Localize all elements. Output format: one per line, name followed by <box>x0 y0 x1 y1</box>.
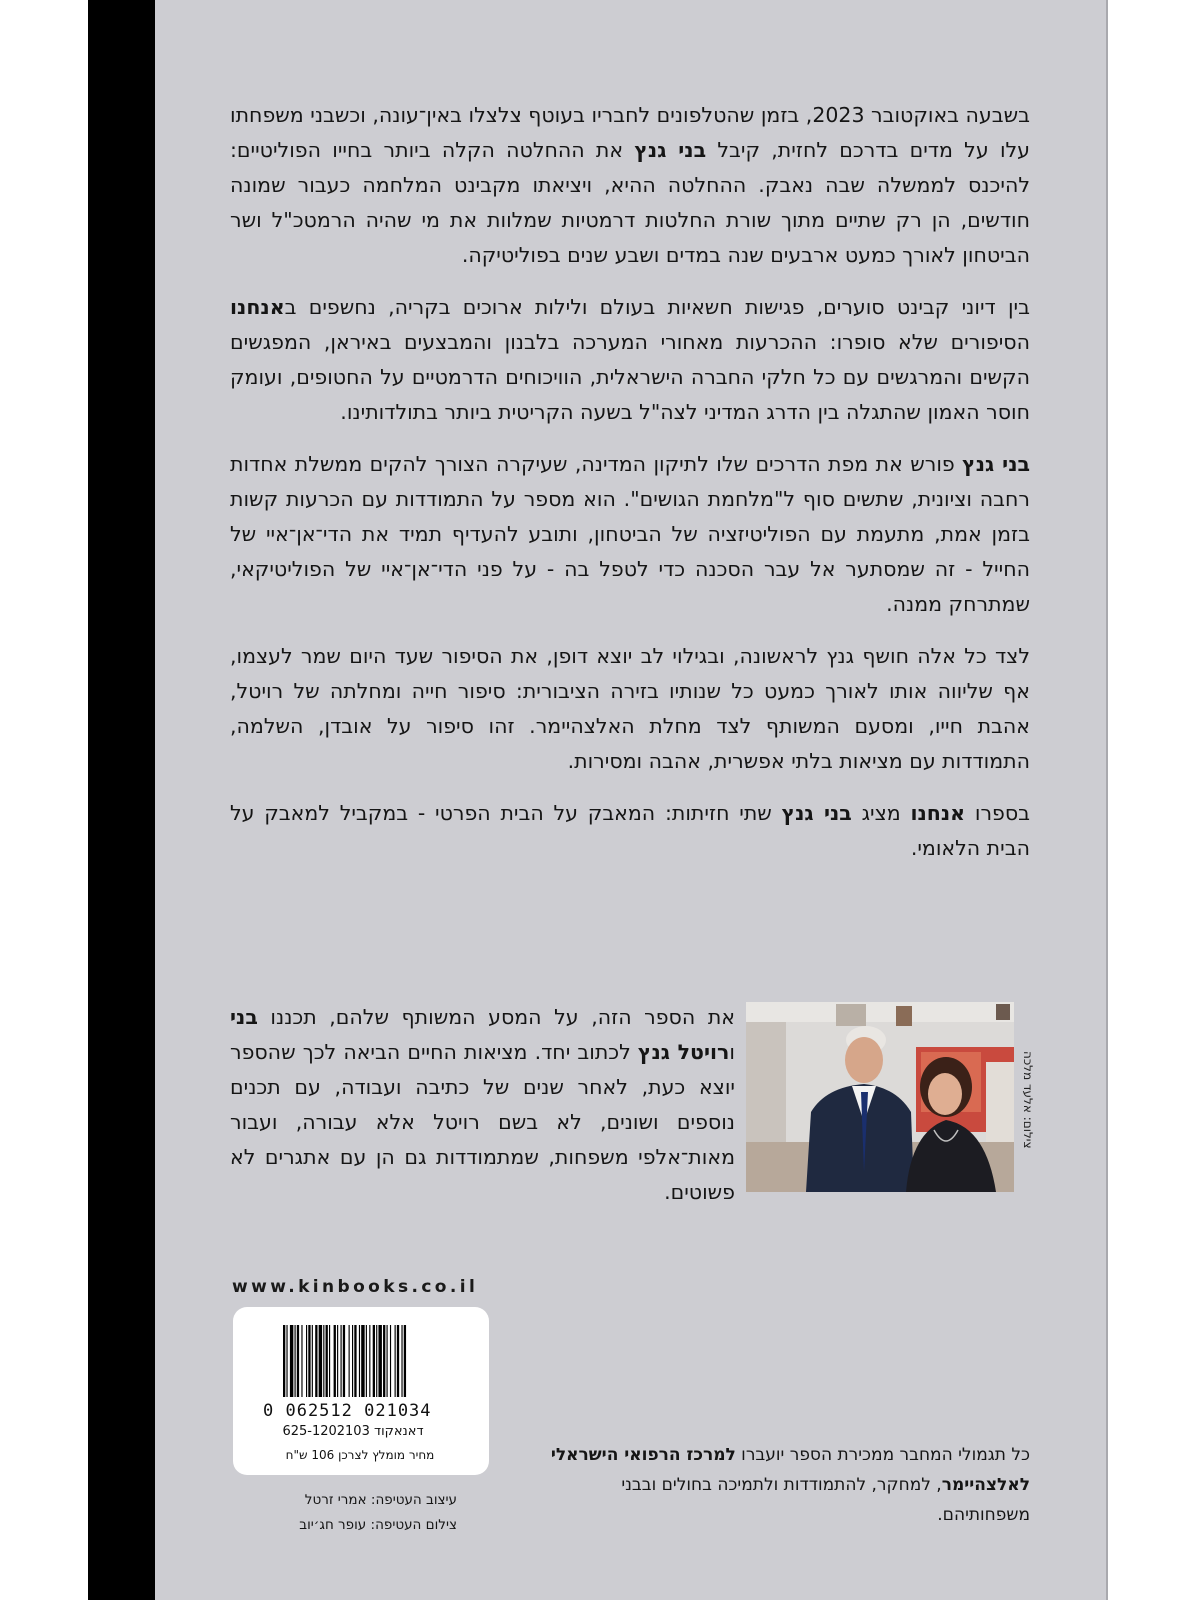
bold-text-run: בני גנץ <box>634 138 707 162</box>
bold-text-run: למרכז הרפואי הישראלי לאלצהיימר <box>550 1445 1030 1495</box>
text-run: ו <box>729 1040 735 1064</box>
text-run: , למחקר, להתמודדות ולתמיכה בחולים ובבני משפחותיהם. <box>621 1475 1030 1525</box>
bold-text-run: רויטל גנץ <box>637 1040 730 1064</box>
danacode: דאנאקוד 625-1202103 <box>282 1424 424 1439</box>
text-run: לכתוב יחד. מציאות החיים הביאה לכך שהספר יוצא כעת, לאחר שנים של כתיבה ועבודה, עם תכנים נוספים ושונים, לא בשם רויטל אלא עבורה, ועבור מאות־אלפי משפחות, שמתמודדות גם הן עם אתגרים לא פשוטים. <box>230 1040 735 1204</box>
bold-text-run: אנחנו <box>910 801 966 825</box>
bold-text-run: בני <box>230 1005 258 1029</box>
blurb-paragraph-3 <box>230 447 1030 622</box>
text-run: כל תגמולי המחבר ממכירת הספר יועברו <box>735 1445 1030 1465</box>
blurb-paragraph-2 <box>230 290 1030 430</box>
book-spine <box>88 0 155 1600</box>
proceeds-note <box>530 1440 1030 1530</box>
blurb-paragraph-4 <box>230 639 1030 779</box>
text-run: בשבעה באוקטובר 2023, בזמן שהטלפונים לחבריו בעוטף צלצלו באין־עונה, וכשבני משפחתו עלו על מדים בדרכם לחזית, קיבל <box>230 103 1031 162</box>
couple-photo-illustration <box>746 1002 1014 1192</box>
bold-text-run: אנחנו <box>230 295 285 319</box>
recommended-price: מחיר מומלץ לצרכן 106 ש"ח <box>285 1448 435 1462</box>
text-run: הסיפורים שלא סופרו: ההכרעות מאחורי המערכה בלבנון והמבצעים באיראן, המפגשים הקשים והמרגשים עם כל חלקי החברה הישראלית, הוויכוחים הדרמטיים על החטופים, ועומק חוסר האמון שהתגלה בין הדרג המדיני לצה"ל בשעה הקריטית ביותר בתולדותינו. <box>230 330 1030 424</box>
blurb-text <box>230 98 1030 883</box>
photo-section <box>230 1000 1035 1204</box>
text-run: את הספר הזה, על המסע המשותף שלהם, תכננו <box>257 1005 735 1029</box>
photo-credit: צילום: אלעד מלכה <box>1021 1051 1035 1149</box>
blurb-paragraph-1 <box>230 98 1030 273</box>
bold-text-run: בני גנץ <box>962 452 1030 476</box>
text-run: בספרו <box>965 801 1030 825</box>
barcode-number: 0 062512 021034 <box>263 1401 432 1421</box>
cover-design-credit: עיצוב העטיפה: אמרי זרטל <box>304 1492 457 1508</box>
barcode-icon <box>281 1325 451 1397</box>
photo-paragraph <box>230 1000 735 1210</box>
publisher-url[interactable]: www.kinbooks.co.il <box>232 1277 479 1297</box>
design-credits <box>232 1488 457 1538</box>
barcode-label <box>233 1307 489 1475</box>
text-run: מציג <box>851 801 911 825</box>
cover-photo-credit: צילום העטיפה: עופר חג׳יוב <box>299 1517 457 1533</box>
text-run: לצד כל אלה חושף גנץ לראשונה, ובגילוי לב יוצא דופן, את הסיפור שעד היום שמר לעצמו, אף שליווה אותו לאורך כמעט כל שנותיו בזירה הציבורית: סיפור חייה ומחלתה של רויטל, אהבת חייו, ומסעם המשותף לצד מחלת האלצהיימר. זהו סיפור על אובדן, השלמה, התמודדות עם מציאות בלתי אפשרית, אהבה ומסירות. <box>230 644 1030 773</box>
couple-photo <box>746 1002 1014 1192</box>
blurb-paragraph-5 <box>230 796 1030 866</box>
text-run: פורש את מפת הדרכים שלו לתיקון המדינה, שעיקרה הצורך להקים ממשלת אחדות רחבה וציונית, שתשים סוף ל"מלחמת הגושים". הוא מספר על התמודדות עם הכרעות קשות בזמן אמת, מתעמת עם הפוליטיזציה של הביטחון, ותובע להעדיף תמיד את הדי־אן־איי של החייל - זה שמסתער אל עבר הסכנה כדי לטפל בה - על פני הדי־אן־איי של הפוליטיקאי, שמתרחק ממנה. <box>230 452 1030 616</box>
text-run: שתי חזיתות: המאבק על הבית הפרטי - במקביל למאבק על הבית הלאומי. <box>230 801 1030 860</box>
bold-text-run: בני גנץ <box>781 801 852 825</box>
text-run: את ההחלטה הקלה ביותר בחייו הפוליטיים: להיכנס לממשלה שבה נאבק. ההחלטה ההיא, ויציאתו מקבינט המלחמה כעבור שמונה חודשים, הן רק שתיים מתוך שורת החלטות דרמטיות שמלוות את מי שהיה הרמטכ"ל ושר הביטחון לאורך כמעט ארבעים שנה במדים ושבע שנים בפוליטיקה. <box>230 138 1030 267</box>
text-run: בין דיוני קבינט סוערים, פגישות חשאיות בעולם ולילות ארוכים בקריה, נחשפים ב <box>284 295 1030 319</box>
